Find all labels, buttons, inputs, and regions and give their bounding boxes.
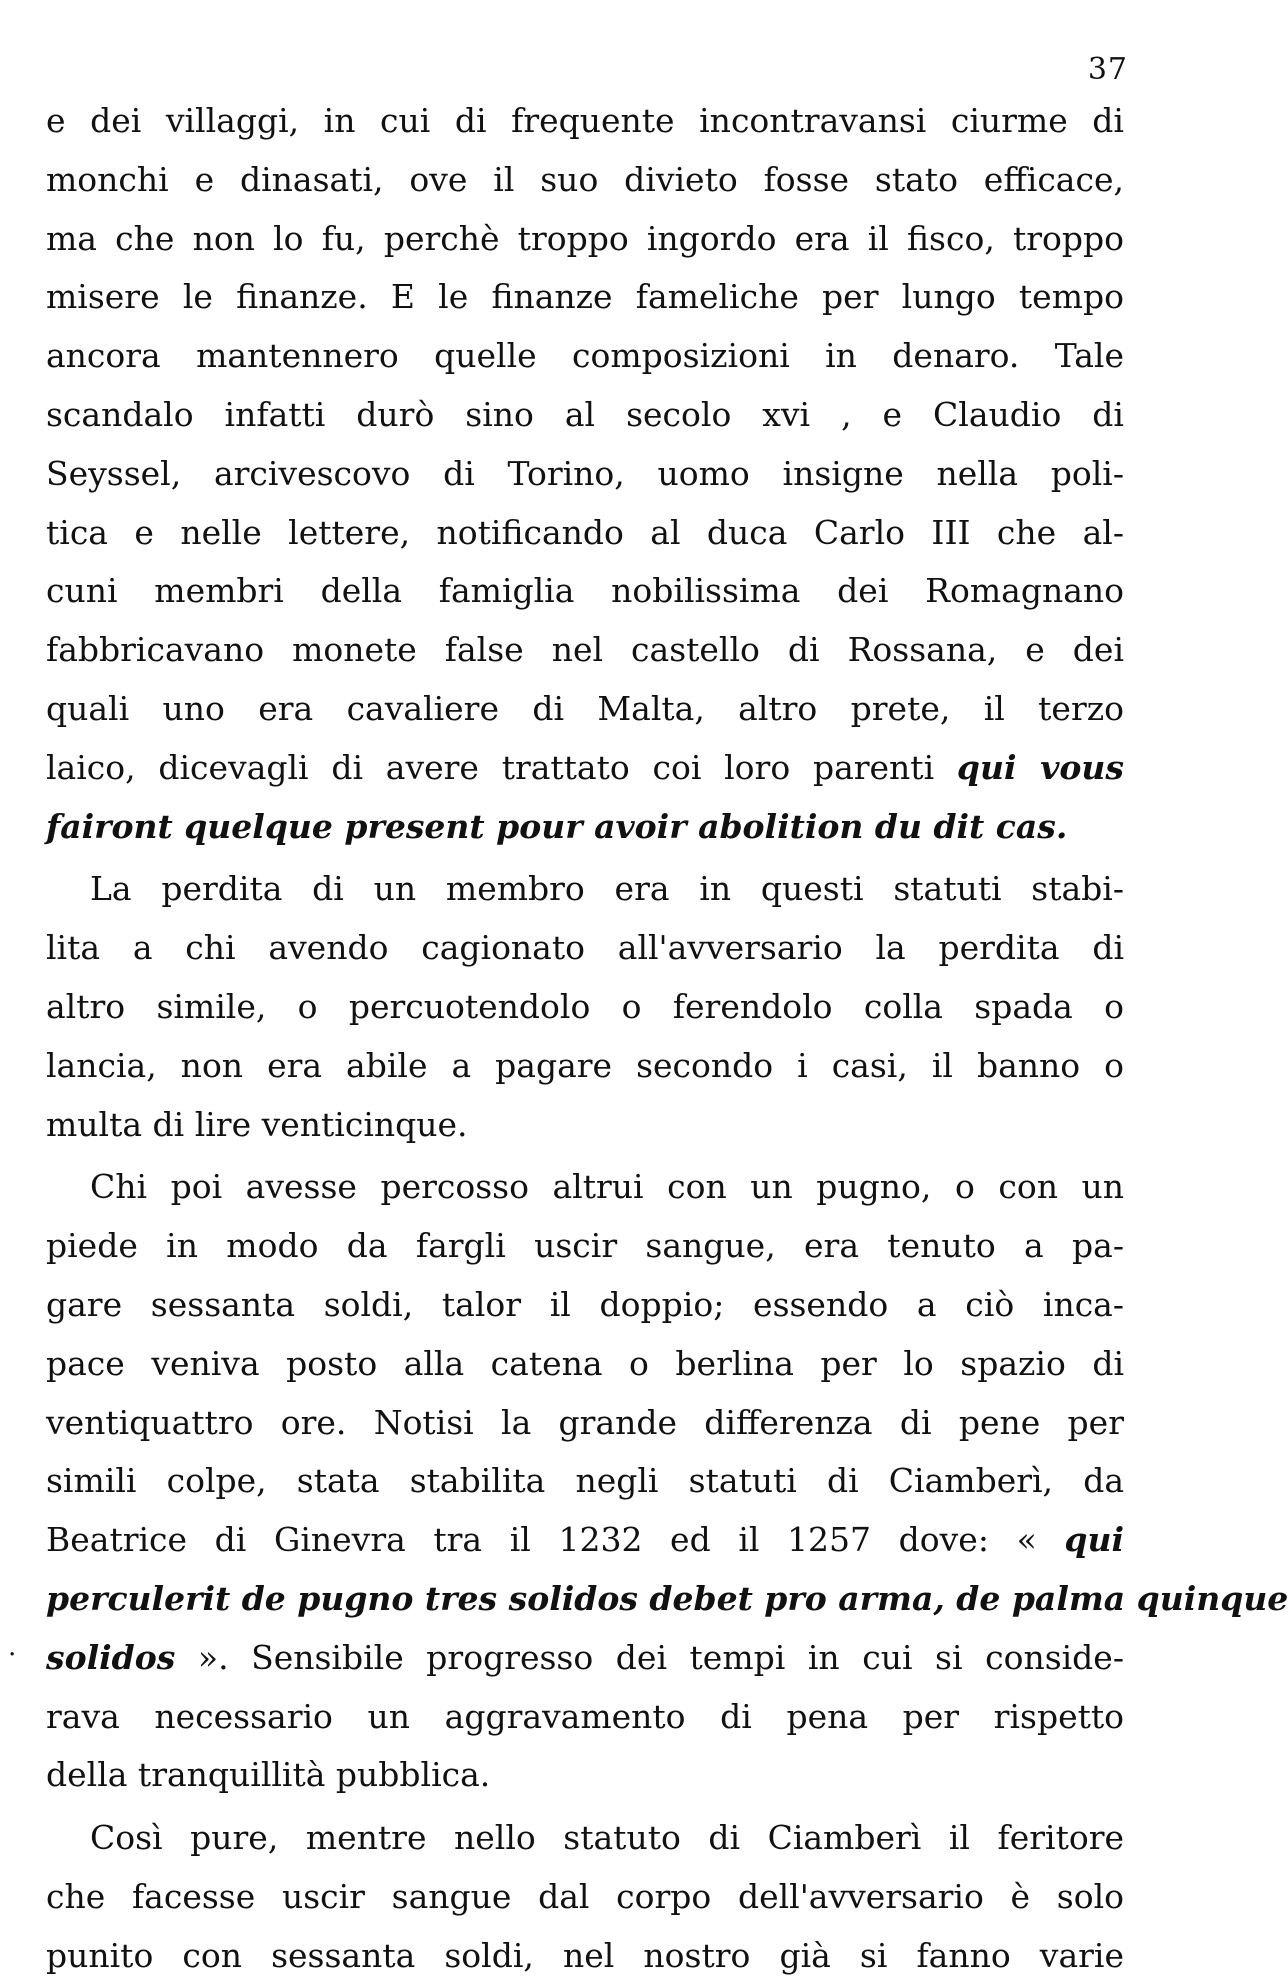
- text-line: piede in modo da fargli uscir sangue, era tenuto a pa-: [46, 1226, 1124, 1266]
- text-line: misere le finanze. E le finanze fameliche per lungo tempo: [46, 277, 1124, 317]
- text-line: [46, 798, 1124, 857]
- text-line: della tranquillità pubblica.: [46, 1755, 491, 1795]
- text-line: tica e nelle lettere, notificando al duca Carlo III che al-: [46, 512, 1124, 552]
- text-line: lita a chi avendo cagionato all'avversario la perdita di: [46, 928, 1124, 968]
- text-line: ancora mantennero quelle composizioni in denaro. Tale: [46, 336, 1124, 376]
- text-line: ma che non lo fu, perchè troppo ingordo era il fisco, troppo: [46, 218, 1124, 258]
- text-line: scandalo infatti durò sino al secolo xvi , e Claudio di: [46, 394, 1124, 434]
- text-line: lancia, non era abile a pagare secondo i casi, il banno o: [46, 1045, 1124, 1085]
- text-line: Così pure, mentre nello statuto di Ciamberì il feritore: [90, 1818, 1124, 1858]
- text-line: multa di lire venticinque.: [46, 1104, 468, 1144]
- text-line: fabbricavano monete false nel castello di Rossana, e dei: [46, 630, 1124, 670]
- text-line: La perdita di un membro era in questi statuti stabi-: [90, 869, 1124, 909]
- text-run: Beatrice di Ginevra tra il 1232 ed il 1257 dove: «: [46, 1520, 1065, 1560]
- text-line: monchi e dinasati, ove il suo divieto fosse stato efficace,: [46, 159, 1124, 199]
- text-line: [46, 739, 1124, 798]
- text-line: punito con sessanta soldi, nel nostro già si fanno varie: [46, 1935, 1124, 1975]
- text-line: quali uno era cavaliere di Malta, altro prete, il terzo: [46, 688, 1124, 728]
- text-line: e dei villaggi, in cui di frequente incontravansi ciurme di: [46, 101, 1124, 140]
- text-line: rava necessario un aggravamento di pena per rispetto: [46, 1696, 1124, 1736]
- margin-mark: .: [8, 1632, 17, 1662]
- italic-quote: qui vous: [956, 747, 1124, 787]
- text-line: [46, 1511, 1124, 1570]
- text-line: ventiquattro ore. Notisi la grande differenza di pene per: [46, 1402, 1124, 1442]
- text-run: ». Sensibile progresso dei tempi in cui si conside-: [175, 1637, 1124, 1677]
- text-run: laico, dicevagli di avere trattato coi loro parenti: [46, 747, 957, 787]
- italic-quote: perculerit de pugno tres solidos debet pro arma, de palma quinque: [46, 1578, 1288, 1618]
- text-line: pace veniva posto alla catena o berlina per lo spazio di: [46, 1343, 1124, 1383]
- text-line: Chi poi avesse percosso altrui con un pugno, o con un: [90, 1167, 1124, 1207]
- page-number: 37: [1087, 52, 1128, 87]
- italic-quote: fairont quelque present pour avoir abolition du dit cas.: [46, 806, 1068, 846]
- text-line: [46, 1570, 1288, 1629]
- text-line: simili colpe, stata stabilita negli statuti di Ciamberì, da: [46, 1461, 1124, 1501]
- text-line: Seyssel, arcivescovo di Torino, uomo insigne nella poli-: [46, 453, 1124, 493]
- text-line: che facesse uscir sangue dal corpo dell'avversario è solo: [46, 1876, 1124, 1916]
- italic-quote: solidos: [46, 1637, 176, 1677]
- text-line: altro simile, o percuotendolo o ferendolo colla spada o: [46, 986, 1124, 1026]
- text-line: [46, 1629, 1124, 1688]
- text-line: cuni membri della famiglia nobilissima dei Romagnano: [46, 571, 1124, 611]
- body-text: [46, 92, 1288, 1986]
- text-line: gare sessanta soldi, talor il doppio; essendo a ciò inca-: [46, 1284, 1124, 1324]
- italic-quote: qui: [1064, 1520, 1124, 1560]
